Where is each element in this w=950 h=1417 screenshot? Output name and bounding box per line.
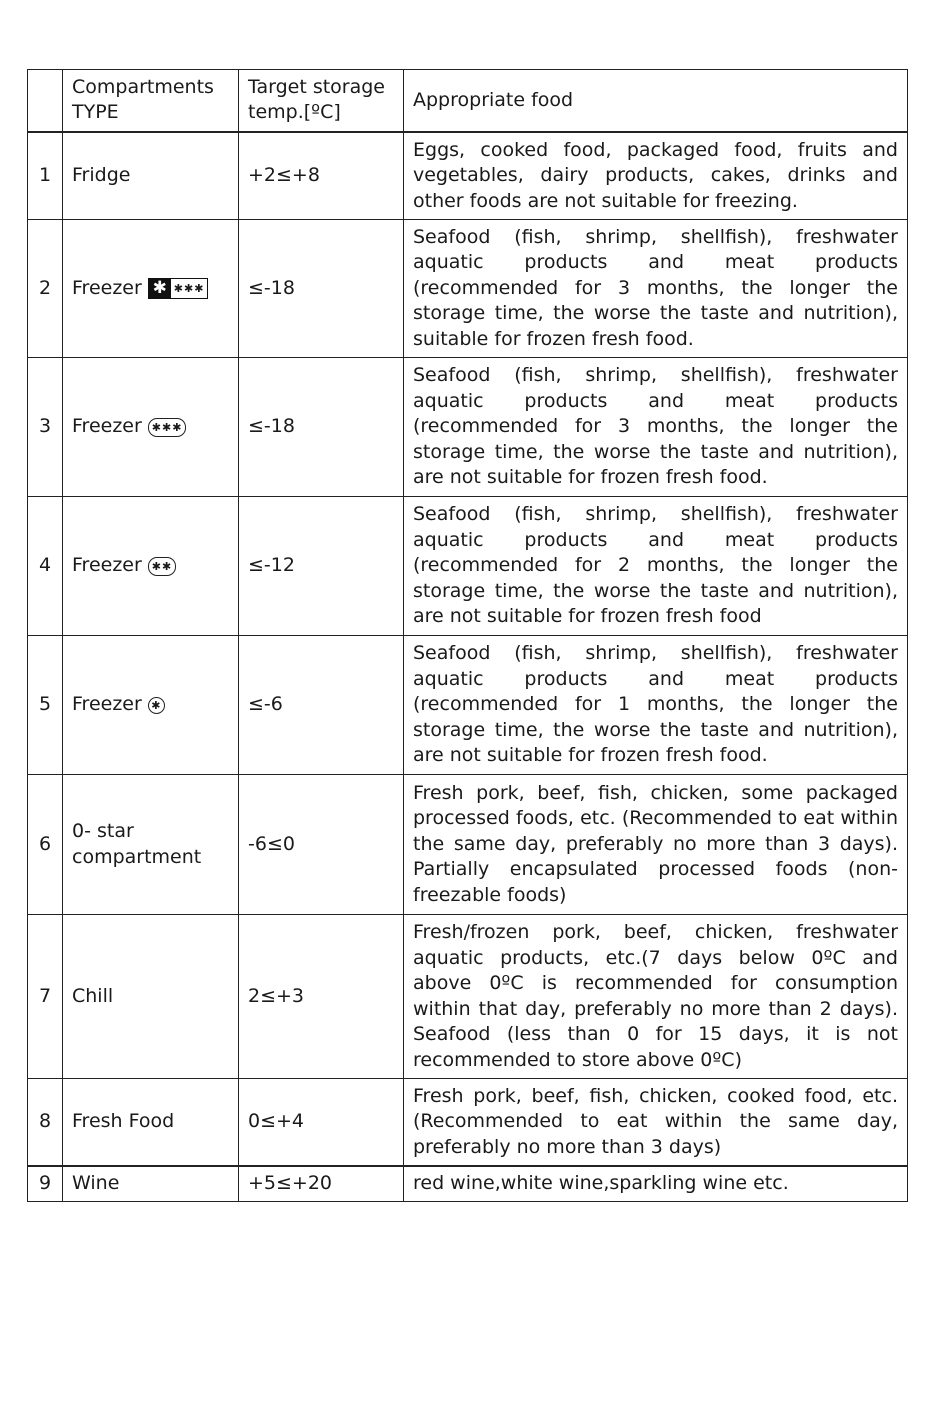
target-temp: +2≤+8	[239, 132, 404, 220]
appropriate-food: Eggs, cooked food, packaged food, fruits and vegetables, dairy products, cakes, drinks and other foods are not suitable for freezing.	[404, 132, 908, 220]
row-number: 2	[28, 220, 63, 358]
header-target-temp: Target storage temp.[ºC]	[239, 70, 404, 132]
four-star-freezer-icon: ✱ ✱✱✱	[148, 278, 209, 299]
table-row	[28, 775, 908, 915]
row-number: 6	[28, 775, 63, 915]
target-temp: 2≤+3	[239, 915, 404, 1079]
target-temp: 0≤+4	[239, 1079, 404, 1166]
row-number: 3	[28, 358, 63, 497]
appropriate-food: Fresh pork, beef, fish, chicken, some packaged processed foods, etc. (Recommended to eat within the same day, preferably no more than 3 days). Partially encapsulated processed foods (non-freezable foods)	[404, 775, 908, 915]
compartment-type: Fridge	[63, 132, 239, 220]
table-row	[28, 1166, 908, 1202]
target-temp: +5≤+20	[239, 1166, 404, 1202]
header-appropriate-food: Appropriate food	[404, 70, 908, 132]
appropriate-food: Seafood (fish, shrimp, shellfish), freshwater aquatic products and meat products (recommended for 3 months, the longer the storage time, the worse the taste and nutrition), suitable for frozen fresh food.	[404, 220, 908, 358]
row-number: 9	[28, 1166, 63, 1202]
compartment-type: Wine	[63, 1166, 239, 1202]
table-row	[28, 220, 908, 358]
table-row	[28, 358, 908, 497]
row-number: 7	[28, 915, 63, 1079]
table-header-row	[28, 70, 908, 132]
table-row	[28, 915, 908, 1079]
compartment-type-cell	[63, 497, 239, 636]
two-star-freezer-icon: ✱✱	[148, 557, 176, 576]
appropriate-food: Seafood (fish, shrimp, shellfish), freshwater aquatic products and meat products (recommended for 3 months, the longer the storage time, the worse the taste and nutrition), are not suitable for frozen fresh food.	[404, 358, 908, 497]
compartment-type: Fresh Food	[63, 1079, 239, 1166]
compartment-type: Freezer	[72, 415, 142, 438]
row-number: 5	[28, 636, 63, 775]
row-number: 8	[28, 1079, 63, 1166]
compartment-type-cell	[63, 220, 239, 358]
target-temp: ≤-12	[239, 497, 404, 636]
compartment-type-cell	[63, 358, 239, 497]
compartment-type: Chill	[63, 915, 239, 1079]
target-temp: -6≤0	[239, 775, 404, 915]
table-row	[28, 497, 908, 636]
appropriate-food: Fresh/frozen pork, beef, chicken, freshwater aquatic products, etc.(7 days below 0ºC and above 0ºC is recommended for consumption within that day, preferably no more than 2 days). Seafood (less than 0 for 15 days, it is not recommended to store above 0ºC)	[404, 915, 908, 1079]
appropriate-food: Seafood (fish, shrimp, shellfish), freshwater aquatic products and meat products (recommended for 2 months, the longer the storage time, the worse the taste and nutrition), are not suitable for frozen fresh food	[404, 497, 908, 636]
appropriate-food: Fresh pork, beef, fish, chicken, cooked food, etc. (Recommended to eat within the same day, preferably no more than 3 days)	[404, 1079, 908, 1166]
target-temp: ≤-18	[239, 220, 404, 358]
appropriate-food: Seafood (fish, shrimp, shellfish), freshwater aquatic products and meat products (recommended for 1 months, the longer the storage time, the worse the taste and nutrition), are not suitable for frozen fresh food.	[404, 636, 908, 775]
compartment-type: Freezer	[72, 276, 142, 299]
compartment-storage-table	[27, 69, 908, 1202]
row-number: 4	[28, 497, 63, 636]
table-row	[28, 1079, 908, 1166]
header-number	[28, 70, 63, 132]
compartment-type: Freezer	[72, 554, 142, 577]
target-temp: ≤-6	[239, 636, 404, 775]
target-temp: ≤-18	[239, 358, 404, 497]
compartment-type-cell	[63, 636, 239, 775]
compartment-type: 0- star compartment	[63, 775, 239, 915]
appropriate-food: red wine,white wine,sparkling wine etc.	[404, 1166, 908, 1202]
three-star-freezer-icon: ✱✱✱	[148, 418, 187, 437]
row-number: 1	[28, 132, 63, 220]
header-compartment-type: Compartments TYPE	[63, 70, 239, 132]
table-row	[28, 132, 908, 220]
compartment-type: Freezer	[72, 693, 142, 716]
table-row	[28, 636, 908, 775]
one-star-freezer-icon: ✱	[148, 697, 165, 714]
